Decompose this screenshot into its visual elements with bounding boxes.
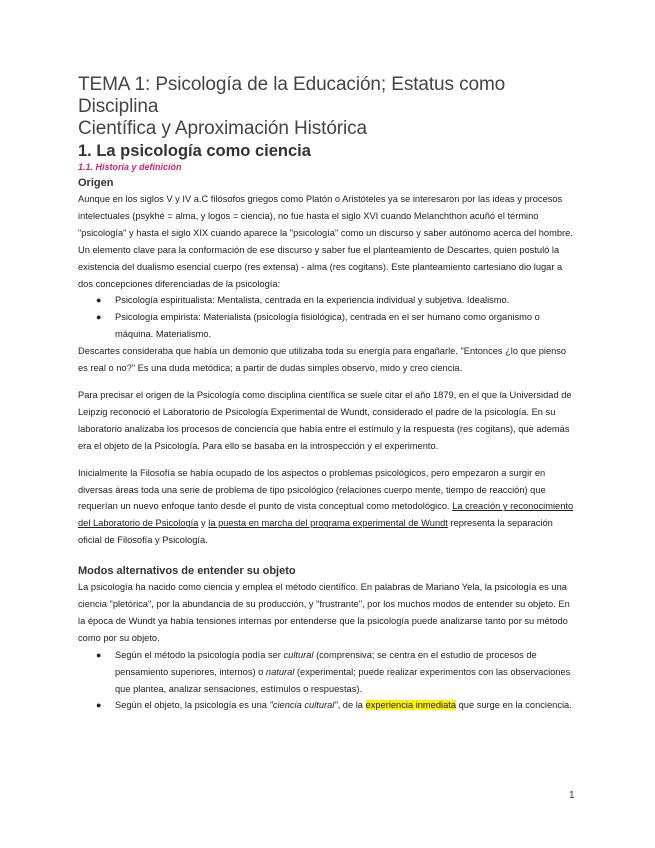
bullet-icon: ● <box>96 295 102 306</box>
bullet-icon: ● <box>96 700 102 711</box>
list-item: ● Psicología empirista: Materialista (psicología fisiológica), centrada en el ser humano como organismo o máquina. Materialismo. <box>115 309 578 343</box>
modos-heading: Modos alternativos de entender su objeto <box>78 565 296 578</box>
paragraph-wundt: Para precisar el origen de la Psicología como disciplina científica se suele citar el año 1879, en el que la Universidad de Leipzig reconoció el Laboratorio de Psicología Experimental de Wundt, considerado el padre de la psicología. En su laboratorio analizaba los procesos de conciencia que había entre el estímulo y la respuesta (res cogitans), que además era el objeto de la Psicología. Para ello se basaba en la introspección y el experimento. <box>78 389 572 451</box>
list-item: ● Según el método la psicología podía ser cultural (comprensiva; se centra en el estudio de procesos de pensamiento superiores, internos) o natural (experimental; puede realizar experimentos con las observaciones que plantea, analizar sensaciones, estímulos o respuestas). <box>115 647 578 698</box>
list-item: ● Psicología espiritualista: Mentalista, centrada en la experiencia individual y subjetiva. Idealismo. <box>115 292 578 309</box>
title-line-1: TEMA 1: Psicología de la Educación; Estatus como Disciplina <box>78 74 506 117</box>
paragraph-modos: La psicología ha nacido como ciencia y emplea el método científico. En palabras de Mariano Yela, la psicología es una ciencia "pletórica", por la abundancia de su producción, y "frustrante", por los muchos modos de entender su objeto. En la época de Wundt ya había tensiones internas por entenderse que la psicología puede analizarse tanto por su método como por su objeto. <box>78 582 570 643</box>
origen-heading: Origen <box>78 177 114 189</box>
document-page <box>78 74 578 714</box>
paragraph-origen: Aunque en los siglos V y IV a.C filósofos griegos como Platón o Aristóteles ya se interesaron por las ideas y procesos intelectuales (psykhé = alma, y logos = ciencia), no fue hasta el siglo XVI cuando Melanchthon acuñó el término "psicología" y hasta el siglo XIX cuando aparece la "psicología" como un discurso y saber autónomo acerca del hombre. Un elemento clave para la conformación de ese discurso y saber fue el planteamiento de Descartes, quien postuló la existencia del dualismo esencial cuerpo (res extensa) - alma (res cogitans). Este planteamiento cartesiano dio lugar a dos concepciones diferenciadas de la psicología: <box>78 194 573 289</box>
bullet-list-concepciones <box>78 292 578 343</box>
title-line-2: Científica y Aproximación Histórica <box>78 118 367 139</box>
bullet-icon: ● <box>96 649 102 660</box>
underlined-text: La creación y reconocimiento del Laboratorio de Psicología <box>78 501 574 529</box>
section-heading: 1. La psicología como ciencia <box>78 142 311 160</box>
list-item: ● Según el objeto, la psicología es una "ciencia cultural", de la experiencia inmediata que surge en la conciencia. <box>115 697 578 714</box>
highlighted-text: experiencia inmediata <box>365 700 457 711</box>
bullet-icon: ● <box>96 312 102 323</box>
document-title <box>78 74 578 140</box>
underlined-text: la puesta en marcha del programa experimental de Wundt <box>208 518 448 529</box>
page-number: 1 <box>569 790 575 801</box>
paragraph-descartes: Descartes consideraba que había un demonio que utilizaba toda su energía para engañarle. "Entonces ¿lo que pienso es real o no?" Es una duda metódica; a partir de dudas simples observo, mido y creo ciencia. <box>78 346 567 374</box>
bullet-list-modos <box>78 647 578 715</box>
paragraph-filosofia: Inicialmente la Filosofía se había ocupado de los aspectos o problemas psicológicos, pero empezaron a surgir en diversas áreas toda una serie de problema de tipo psicológico (relaciones cuerpo mente, tiempo de reacción) que requerían un nuevo enfoque tanto desde el punto de vista conceptual como metodológico. La creación y reconocimiento del Laboratorio de Psicología y la puesta en marcha del programa experimental de Wundt representa la separación oficial de Filosofía y Psicología. <box>78 467 574 546</box>
subsection-heading: 1.1. Historia y definición <box>78 162 182 172</box>
